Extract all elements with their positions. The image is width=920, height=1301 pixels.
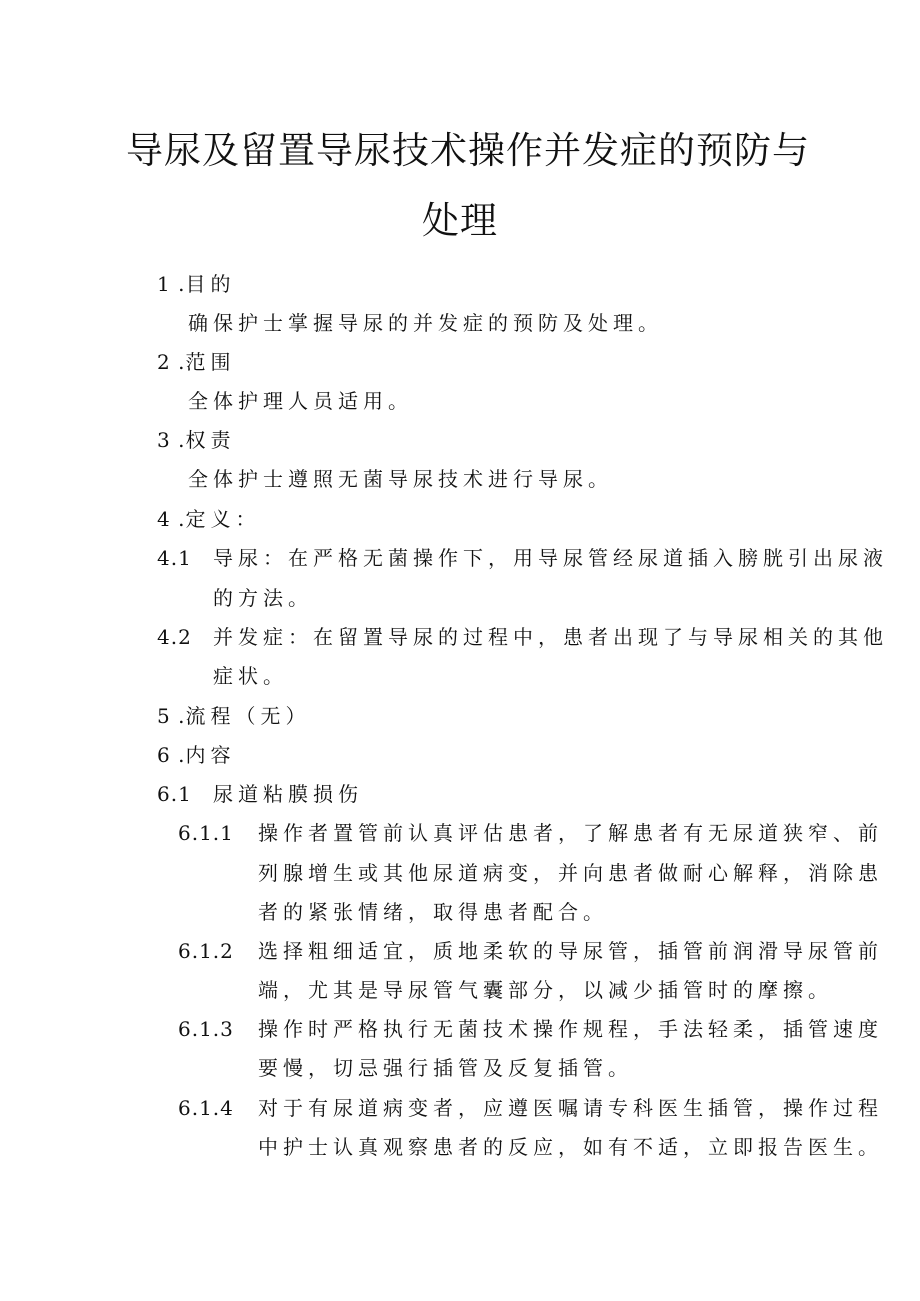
- section-title: 流程（无）: [185, 704, 311, 728]
- subsection-title: 尿道粘膜损伤: [213, 782, 363, 806]
- item-number: 6.1.3: [178, 1017, 234, 1041]
- section-4-heading: [157, 509, 260, 529]
- item-number: 6.1.4: [178, 1096, 234, 1120]
- item-6-1-1: [178, 823, 883, 843]
- section-2-heading: [157, 352, 235, 372]
- section-2-body: 全体护理人员适用。: [188, 389, 413, 413]
- item-text: 对于有尿道病变者，应遵医嘱请专科医生插管，操作过程: [258, 1096, 883, 1120]
- document-title-line-2: 处理: [422, 199, 498, 242]
- item-text: 导尿：在严格无菌操作下，用导尿管经尿道插入膀胱引出尿液: [213, 546, 888, 570]
- definition-4-2: [157, 627, 888, 647]
- section-title: 目的: [185, 272, 236, 296]
- section-number: 3 .: [157, 428, 186, 452]
- definition-4-1-cont: 的方法。: [213, 586, 313, 610]
- item-number: 4.1: [157, 546, 192, 570]
- section-number: 4 .: [157, 507, 186, 531]
- item-6-1-3: [178, 1019, 883, 1039]
- section-number: 5 .: [157, 704, 186, 728]
- definition-4-2-cont: 症状。: [213, 664, 288, 688]
- section-5-heading: [157, 706, 310, 726]
- section-3-body: 全体护士遵照无菌导尿技术进行导尿。: [188, 467, 613, 491]
- section-number: 2 .: [157, 350, 186, 374]
- item-6-1-2: [178, 941, 883, 961]
- section-title: 定义：: [185, 507, 261, 531]
- section-number: 1 .: [157, 272, 186, 296]
- item-number: 6.1.2: [178, 939, 234, 963]
- section-1-heading: [157, 274, 235, 294]
- item-6-1-1-cont-2: 者的紧张情绪，取得患者配合。: [258, 900, 608, 924]
- section-title: 权责: [185, 428, 236, 452]
- item-6-1-3-cont-1: 要慢，切忌强行插管及反复插管。: [258, 1056, 633, 1080]
- section-title: 范围: [185, 350, 236, 374]
- section-3-heading: [157, 430, 235, 450]
- subsection-number: 6.1: [157, 782, 192, 806]
- item-6-1-4: [178, 1098, 883, 1118]
- section-6-heading: [157, 745, 235, 765]
- item-6-1-4-cont-1: 中护士认真观察患者的反应，如有不适，立即报告医生。: [258, 1135, 883, 1159]
- document-title-line-1: 导尿及留置导尿技术操作并发症的预防与: [126, 129, 810, 172]
- section-1-body: 确保护士掌握导尿的并发症的预防及处理。: [188, 311, 663, 335]
- item-text: 操作者置管前认真评估患者，了解患者有无尿道狭窄、前: [258, 821, 883, 845]
- section-number: 6 .: [157, 743, 186, 767]
- item-number: 4.2: [157, 625, 192, 649]
- section-title: 内容: [185, 743, 236, 767]
- item-number: 6.1.1: [178, 821, 234, 845]
- definition-4-1: [157, 548, 888, 568]
- item-6-1-2-cont-1: 端，尤其是导尿管气囊部分，以减少插管时的摩擦。: [258, 978, 833, 1002]
- subsection-6-1-heading: [157, 784, 363, 804]
- item-text: 并发症：在留置导尿的过程中，患者出现了与导尿相关的其他: [213, 625, 888, 649]
- item-text: 选择粗细适宜，质地柔软的导尿管，插管前润滑导尿管前: [258, 939, 883, 963]
- item-text: 操作时严格执行无菌技术操作规程，手法轻柔，插管速度: [258, 1017, 883, 1041]
- item-6-1-1-cont-1: 列腺增生或其他尿道病变，并向患者做耐心解释，消除患: [258, 861, 883, 885]
